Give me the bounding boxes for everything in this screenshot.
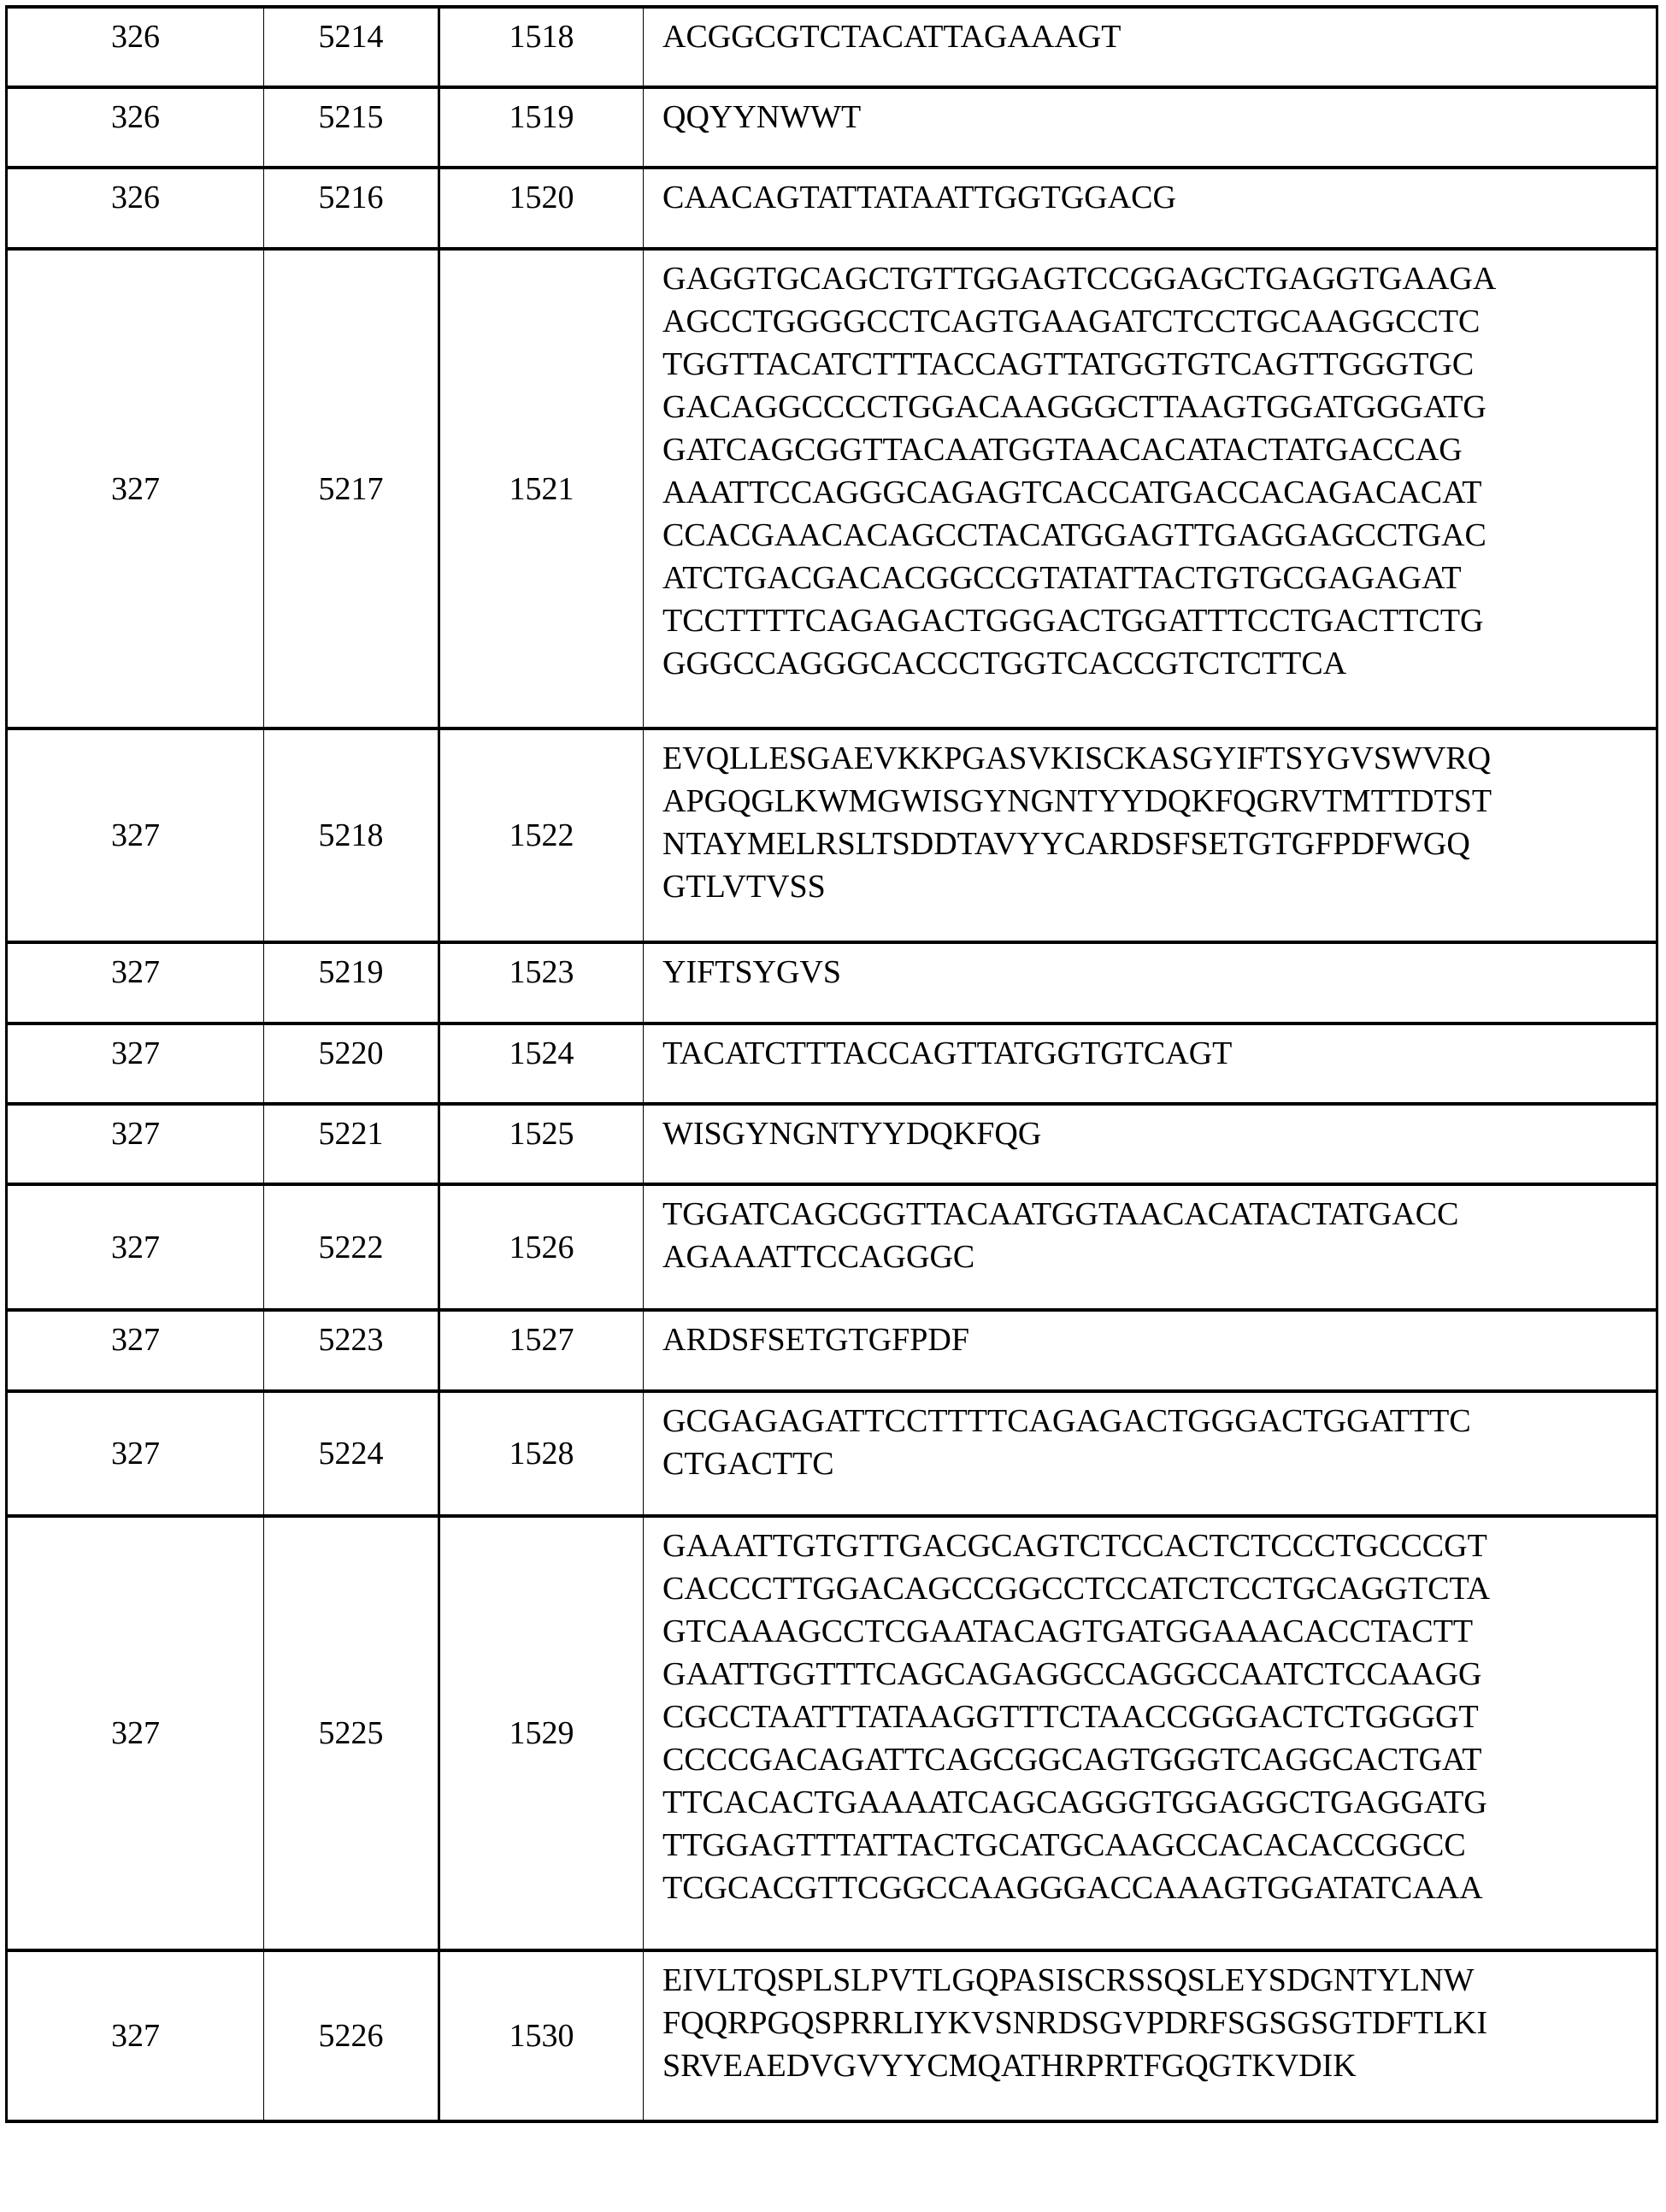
cell-sequence — [644, 1516, 1657, 1950]
table-row — [7, 7, 1657, 87]
cell-col2: 5220 — [264, 1023, 439, 1104]
sequence-line: EIVLTQSPLSLPVTLGQPASISCRSSQSLEYSDGNTYLNW — [662, 1962, 1475, 1998]
table-row — [7, 1184, 1657, 1310]
cell-sequence — [644, 1104, 1657, 1184]
sequence-line: TGGATCAGCGGTTACAATGGTAACACATACTATGACC — [662, 1196, 1459, 1232]
sequence-line: GAATTGGTTTCAGCAGAGGCCAGGCCAATCTCCAAGG — [662, 1656, 1482, 1692]
cell-sequence — [644, 1023, 1657, 1104]
sequence-line: GGGCCAGGGCACCCTGGTCACCGTCTCTTCA — [662, 646, 1347, 681]
sequence-line: AGCCTGGGGCCTCAGTGAAGATCTCCTGCAAGGCCTC — [662, 304, 1481, 339]
cell-col3: 1528 — [439, 1391, 644, 1516]
sequence-line: ACGGCGTCTACATTAGAAAGT — [662, 19, 1121, 55]
sequence-line: APGQGLKWMGWISGYNGNTYYDQKFQGRVTMTTDTST — [662, 783, 1492, 819]
table-row — [7, 1104, 1657, 1184]
cell-col2: 5225 — [264, 1516, 439, 1950]
table-row — [7, 168, 1657, 249]
table-row — [7, 1310, 1657, 1391]
sequence-line: TACATCTTTACCAGTTATGGTGTCAGT — [662, 1035, 1233, 1071]
cell-col2: 5219 — [264, 942, 439, 1023]
cell-col2: 5224 — [264, 1391, 439, 1516]
cell-col3: 1529 — [439, 1516, 644, 1950]
cell-col3: 1527 — [439, 1310, 644, 1391]
sequence-line: TTCACACTGAAAATCAGCAGGGTGGAGGCTGAGGATG — [662, 1784, 1487, 1820]
sequence-line: WISGYNGNTYYDQKFQG — [662, 1116, 1042, 1152]
sequence-line: GAAATTGTGTTGACGCAGTCTCCACTCTCCCTGCCCGT — [662, 1528, 1487, 1564]
sequence-line: ATCTGACGACACGGCCGTATATTACTGTGCGAGAGAT — [662, 560, 1462, 596]
sequence-line: TTGGAGTTTATTACTGCATGCAAGCCACACACCGGCC — [662, 1827, 1466, 1863]
cell-sequence — [644, 1950, 1657, 2121]
cell-col1: 327 — [7, 1310, 264, 1391]
cell-sequence — [644, 168, 1657, 249]
sequence-line: GCGAGAGATTCCTTTTCAGAGACTGGGACTGGATTTC — [662, 1403, 1471, 1439]
cell-col3: 1522 — [439, 728, 644, 942]
cell-col1: 326 — [7, 7, 264, 87]
sequence-line: GATCAGCGGTTACAATGGTAACACATACTATGACCAG — [662, 432, 1463, 468]
cell-sequence — [644, 1310, 1657, 1391]
cell-col3: 1518 — [439, 7, 644, 87]
sequence-line: TCCTTTTCAGAGACTGGGACTGGATTTCCTGACTTCTG — [662, 603, 1484, 639]
sequence-line: AGAAATTCCAGGGC — [662, 1239, 975, 1275]
cell-col1: 327 — [7, 1023, 264, 1104]
table-row — [7, 942, 1657, 1023]
cell-col1: 327 — [7, 1391, 264, 1516]
sequence-line: CAACAGTATTATAATTGGTGGACG — [662, 180, 1176, 215]
cell-sequence — [644, 7, 1657, 87]
cell-sequence — [644, 728, 1657, 942]
cell-col2: 5214 — [264, 7, 439, 87]
sequence-line: GAGGTGCAGCTGTTGGAGTCCGGAGCTGAGGTGAAGA — [662, 261, 1497, 297]
sequence-line: FQQRPGQSPRRLIYKVSNRDSGVPDRFSGSGSGTDFTLKI — [662, 2005, 1488, 2041]
cell-col2: 5222 — [264, 1184, 439, 1310]
sequence-line: NTAYMELRSLTSDDTAVYYCARDSFSETGTGFPDFWGQ — [662, 826, 1470, 862]
table-row — [7, 728, 1657, 942]
cell-col1: 326 — [7, 87, 264, 168]
cell-col1: 327 — [7, 249, 264, 728]
cell-sequence — [644, 942, 1657, 1023]
sequence-line: QQYYNWWT — [662, 99, 862, 135]
cell-col2: 5215 — [264, 87, 439, 168]
sequence-line: ARDSFSETGTGFPDF — [662, 1322, 969, 1358]
cell-sequence — [644, 1391, 1657, 1516]
table-row — [7, 1391, 1657, 1516]
sequence-table — [5, 5, 1658, 2123]
table-row — [7, 87, 1657, 168]
cell-col3: 1523 — [439, 942, 644, 1023]
cell-sequence — [644, 249, 1657, 728]
cell-col1: 327 — [7, 1184, 264, 1310]
cell-col3: 1524 — [439, 1023, 644, 1104]
sequence-line: GTCAAAGCCTCGAATACAGTGATGGAAACACCTACTT — [662, 1613, 1474, 1649]
cell-sequence — [644, 1184, 1657, 1310]
table-row — [7, 1023, 1657, 1104]
cell-col1: 327 — [7, 1950, 264, 2121]
cell-col2: 5226 — [264, 1950, 439, 2121]
cell-col2: 5218 — [264, 728, 439, 942]
cell-col3: 1519 — [439, 87, 644, 168]
sequence-line: GTLVTVSS — [662, 869, 826, 905]
cell-col2: 5217 — [264, 249, 439, 728]
sequence-line: GACAGGCCCCTGGACAAGGGCTTAAGTGGATGGGATG — [662, 389, 1486, 425]
cell-col1: 327 — [7, 1516, 264, 1950]
sequence-line: AAATTCCAGGGCAGAGTCACCATGACCACAGACACAT — [662, 475, 1482, 510]
cell-col1: 327 — [7, 942, 264, 1023]
sequence-line: TGGTTACATCTTTACCAGTTATGGTGTCAGTTGGGTGC — [662, 346, 1475, 382]
cell-col2: 5223 — [264, 1310, 439, 1391]
sequence-line: CACCCTTGGACAGCCGGCCTCCATCTCCTGCAGGTCTA — [662, 1571, 1491, 1607]
cell-col1: 326 — [7, 168, 264, 249]
cell-col3: 1521 — [439, 249, 644, 728]
sequence-line: SRVEAEDVGVYYCMQATHRPRTFGQGTKVDIK — [662, 2048, 1357, 2084]
table-row — [7, 1950, 1657, 2121]
sequence-table-body — [7, 7, 1657, 2121]
table-row — [7, 249, 1657, 728]
cell-col1: 327 — [7, 728, 264, 942]
sequence-line: CGCCTAATTTATAAGGTTTCTAACCGGGACTCTGGGGT — [662, 1699, 1479, 1735]
cell-col3: 1520 — [439, 168, 644, 249]
sequence-line: TCGCACGTTCGGCCAAGGGACCAAAGTGGATATCAAA — [662, 1870, 1483, 1906]
cell-col2: 5216 — [264, 168, 439, 249]
cell-col3: 1526 — [439, 1184, 644, 1310]
cell-col2: 5221 — [264, 1104, 439, 1184]
table-row — [7, 1516, 1657, 1950]
sequence-line: CCACGAACACAGCCTACATGGAGTTGAGGAGCCTGAC — [662, 517, 1486, 553]
sequence-line: CTGACTTC — [662, 1446, 834, 1482]
sequence-line: EVQLLESGAEVKKPGASVKISCKASGYIFTSYGVSWVRQ — [662, 740, 1492, 776]
sequence-line: YIFTSYGVS — [662, 954, 842, 990]
cell-col3: 1525 — [439, 1104, 644, 1184]
cell-col3: 1530 — [439, 1950, 644, 2121]
cell-col1: 327 — [7, 1104, 264, 1184]
sequence-line: CCCCGACAGATTCAGCGGCAGTGGGTCAGGCACTGAT — [662, 1742, 1482, 1778]
cell-sequence — [644, 87, 1657, 168]
